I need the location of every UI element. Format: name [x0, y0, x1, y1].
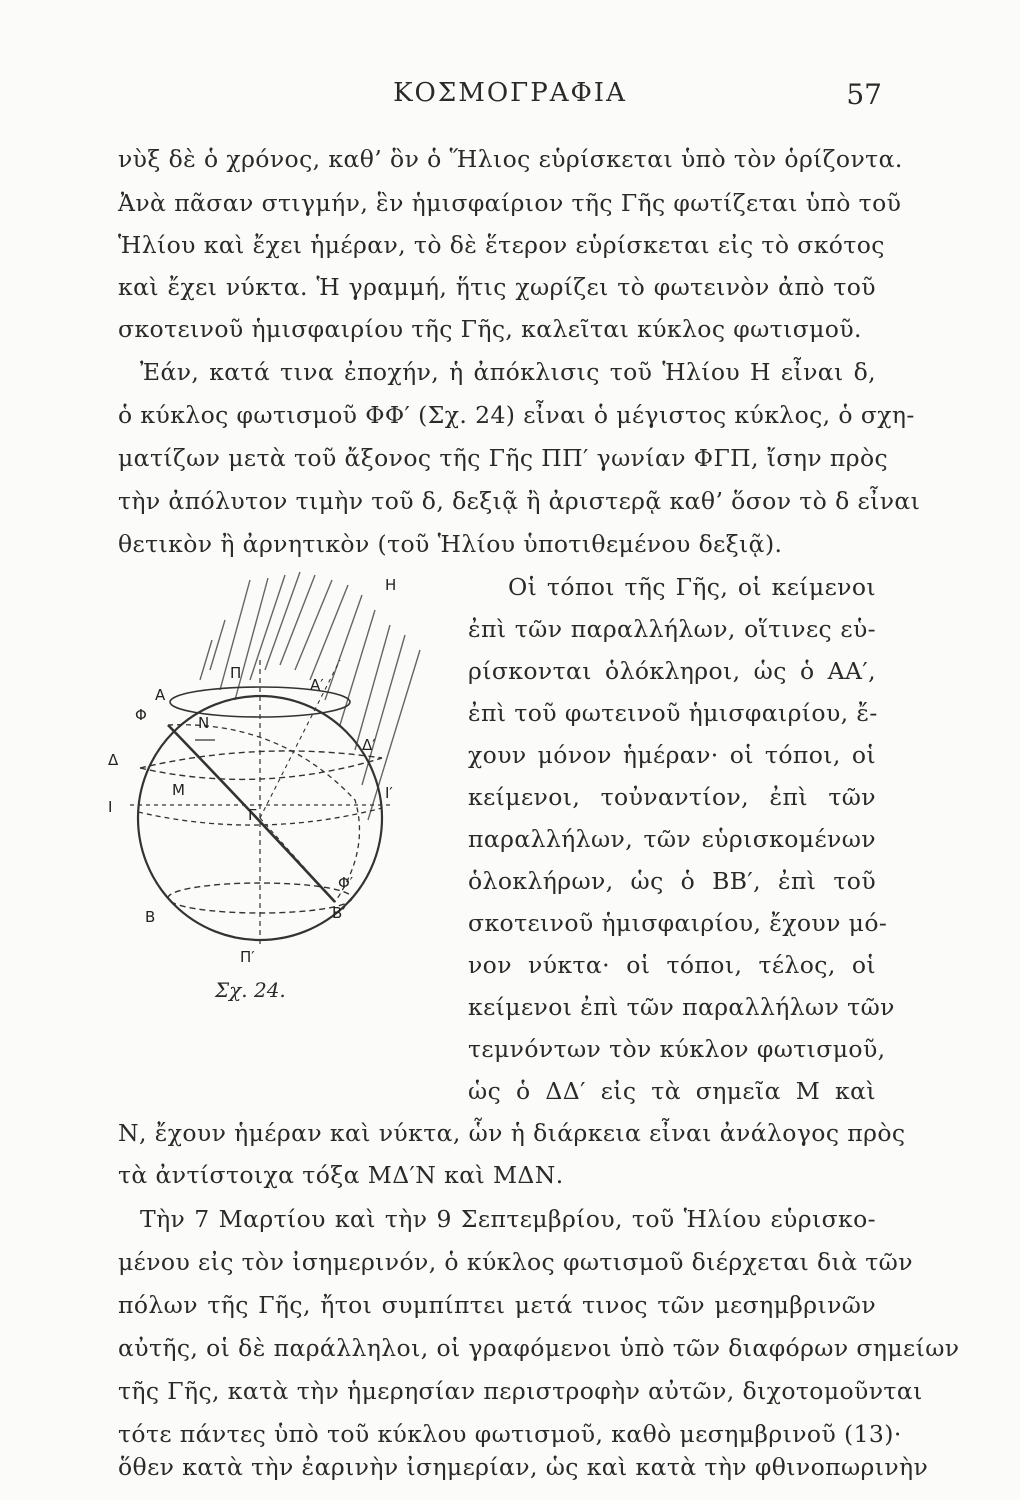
para3-side-line-12: τεμνόντων τὸν κύκλον φωτισμοῦ, [468, 1035, 886, 1063]
label-south-pole: Π′ [240, 948, 255, 966]
para4-line-1: Τὴν 7 Μαρτίου καὶ τὴν 9 Σεπτεμβρίου, τοῦ Ἡλίου εὑρισκο- [140, 1205, 876, 1233]
para1-line-3: Ἡλίου καὶ ἔχει ἡμέραν, τὸ δὲ ἕτερον εὑρίσκεται εἰς τὸ σκότος [118, 231, 885, 259]
running-title: ΚΟΣΜΟΓΡΑΦΙΑ [393, 78, 627, 108]
para3-side-line-9: σκοτεινοῦ ἡμισφαιρίου, ἔχουν μό- [468, 909, 888, 937]
para3-side-line-3: ρίσκονται ὁλόκληροι, ὡς ὁ ΑΑ′, [468, 657, 876, 685]
para3-full-line-1: Ν, ἔχουν ἡμέραν καὶ νύκτα, ὧν ἡ διάρκεια εἶναι ἀνάλογος πρὸς [118, 1119, 906, 1147]
label-delta: Δ [108, 751, 119, 769]
page-number: 57 [846, 78, 882, 111]
label-i: Ι [108, 798, 113, 816]
para3-side-line-2: ἐπὶ τῶν παραλλήλων, οἵτινες εὑ- [468, 615, 876, 643]
para4-line-6: τότε πάντες ὑπὸ τοῦ κύκλου φωτισμοῦ, καθὸ μεσημβρινοῦ (13)· [118, 1420, 902, 1448]
label-b-prime: Β′ [332, 904, 346, 922]
para3-side-line-11: κείμενοι ἐπὶ τῶν παραλλήλων τῶν [468, 993, 895, 1021]
para2-line-4: τὴν ἀπόλυτον τιμὴν τοῦ δ, δεξιᾷ ἢ ἀριστερᾷ καθ’ ὅσον τὸ δ εἶναι [118, 487, 921, 515]
label-i-prime: Ι′ [385, 784, 393, 802]
label-a-prime: Α′ [310, 676, 324, 694]
label-b: Β [145, 908, 156, 926]
label-gamma: Γ [248, 806, 257, 824]
para3-side-line-7: παραλλήλων, τῶν εὑρισκομένων [468, 825, 876, 853]
para2-line-2: ὁ κύκλος φωτισμοῦ ΦΦ′ (Σχ. 24) εἶναι ὁ μέγιστος κύκλος, ὁ σχη- [118, 401, 915, 429]
para3-side-line-6: κείμενοι, τοὐναντίον, ἐπὶ τῶν [468, 783, 876, 811]
para3-side-line-4: ἐπὶ τοῦ φωτεινοῦ ἡμισφαιρίου, ἔ- [468, 699, 878, 727]
para3-side-line-13: ὡς ὁ ΔΔ′ εἰς τὰ σημεῖα Μ καὶ [468, 1077, 876, 1105]
sun-rays [200, 572, 420, 820]
label-sun: Η [385, 576, 397, 594]
label-north-pole: Π [230, 664, 242, 682]
para3-full-line-2: τὰ ἀντίστοιχα τόξα ΜΔ′Ν καὶ ΜΔΝ. [118, 1161, 564, 1189]
label-a: Α [155, 686, 166, 704]
running-head [0, 72, 1020, 112]
parallel-dd [140, 758, 382, 779]
para4-line-4: αὐτῆς, οἱ δὲ παράλληλοι, οἱ γραφόμενοι ὑπὸ τῶν διαφόρων σημείων [118, 1334, 960, 1362]
para2-line-3: ματίζων μετὰ τοῦ ἄξονος τῆς Γῆς ΠΠ′ γωνίαν ΦΓΠ, ἴσην πρὸς [118, 444, 889, 472]
para4-line-3: πόλων τῆς Γῆς, ἤτοι συμπίπτει μετά τινος τῶν μεσημβρινῶν [118, 1291, 876, 1319]
para2-line-1: Ἐάν, κατά τινα ἐποχήν, ἡ ἀπόκλισις τοῦ Ἡλίου Η εἶναι δ, [140, 358, 876, 386]
para4-line-2: μένου εἰς τὸν ἰσημερινόν, ὁ κύκλος φωτισμοῦ διέρχεται διὰ τῶν [118, 1248, 913, 1276]
label-delta-prime: Δ′ [362, 736, 376, 754]
para4-line-7: ὅθεν κατὰ τὴν ἐαρινὴν ἰσημερίαν, ὡς καὶ κατὰ τὴν φθινοπωρινὴν [118, 1453, 929, 1481]
label-phi: Φ [135, 706, 147, 724]
para1-line-4: καὶ ἔχει νύκτα. Ἡ γραμμή, ἥτις χωρίζει τὸ φωτεινὸν ἀπὸ τοῦ [118, 273, 876, 301]
label-phi-prime: Φ′ [338, 874, 354, 892]
label-m: Μ [172, 781, 185, 799]
label-n: Ν [198, 714, 210, 732]
illumination-globe-diagram [100, 550, 460, 1020]
figure-caption: Σχ. 24. [215, 978, 286, 1002]
para1-line-5: σκοτεινοῦ ἡμισφαιρίου τῆς Γῆς, καλεῖται κύκλος φωτισμοῦ. [118, 315, 862, 343]
para2-line-5: θετικὸν ἢ ἀρνητικὸν (τοῦ Ἡλίου ὑποτιθεμένου δεξιᾷ). [118, 530, 783, 558]
para3-side-line-10: νον νύκτα· οἱ τόποι, τέλος, οἱ [468, 951, 876, 979]
para3-side-line-8: ὁλοκλήρων, ὡς ὁ ΒΒ′, ἐπὶ τοῦ [468, 867, 876, 895]
para1-line-2: Ἀνὰ πᾶσαν στιγμήν, ἓν ἡμισφαίριον τῆς Γῆς φωτίζεται ὑπὸ τοῦ [118, 189, 902, 217]
para4-line-5: τῆς Γῆς, κατὰ τὴν ἡμερησίαν περιστροφὴν αὐτῶν, διχοτομοῦνται [118, 1377, 923, 1405]
para3-side-line-5: χουν μόνον ἡμέραν· οἱ τόποι, οἱ [468, 741, 876, 769]
para1-line-1: νὺξ δὲ ὁ χρόνος, καθ’ ὃν ὁ Ἥλιος εὑρίσκεται ὑπὸ τὸν ὁρίζοντα. [118, 145, 903, 173]
para3-side-line-1: Οἱ τόποι τῆς Γῆς, οἱ κείμενοι [508, 573, 876, 601]
figure-24 [100, 550, 460, 1020]
